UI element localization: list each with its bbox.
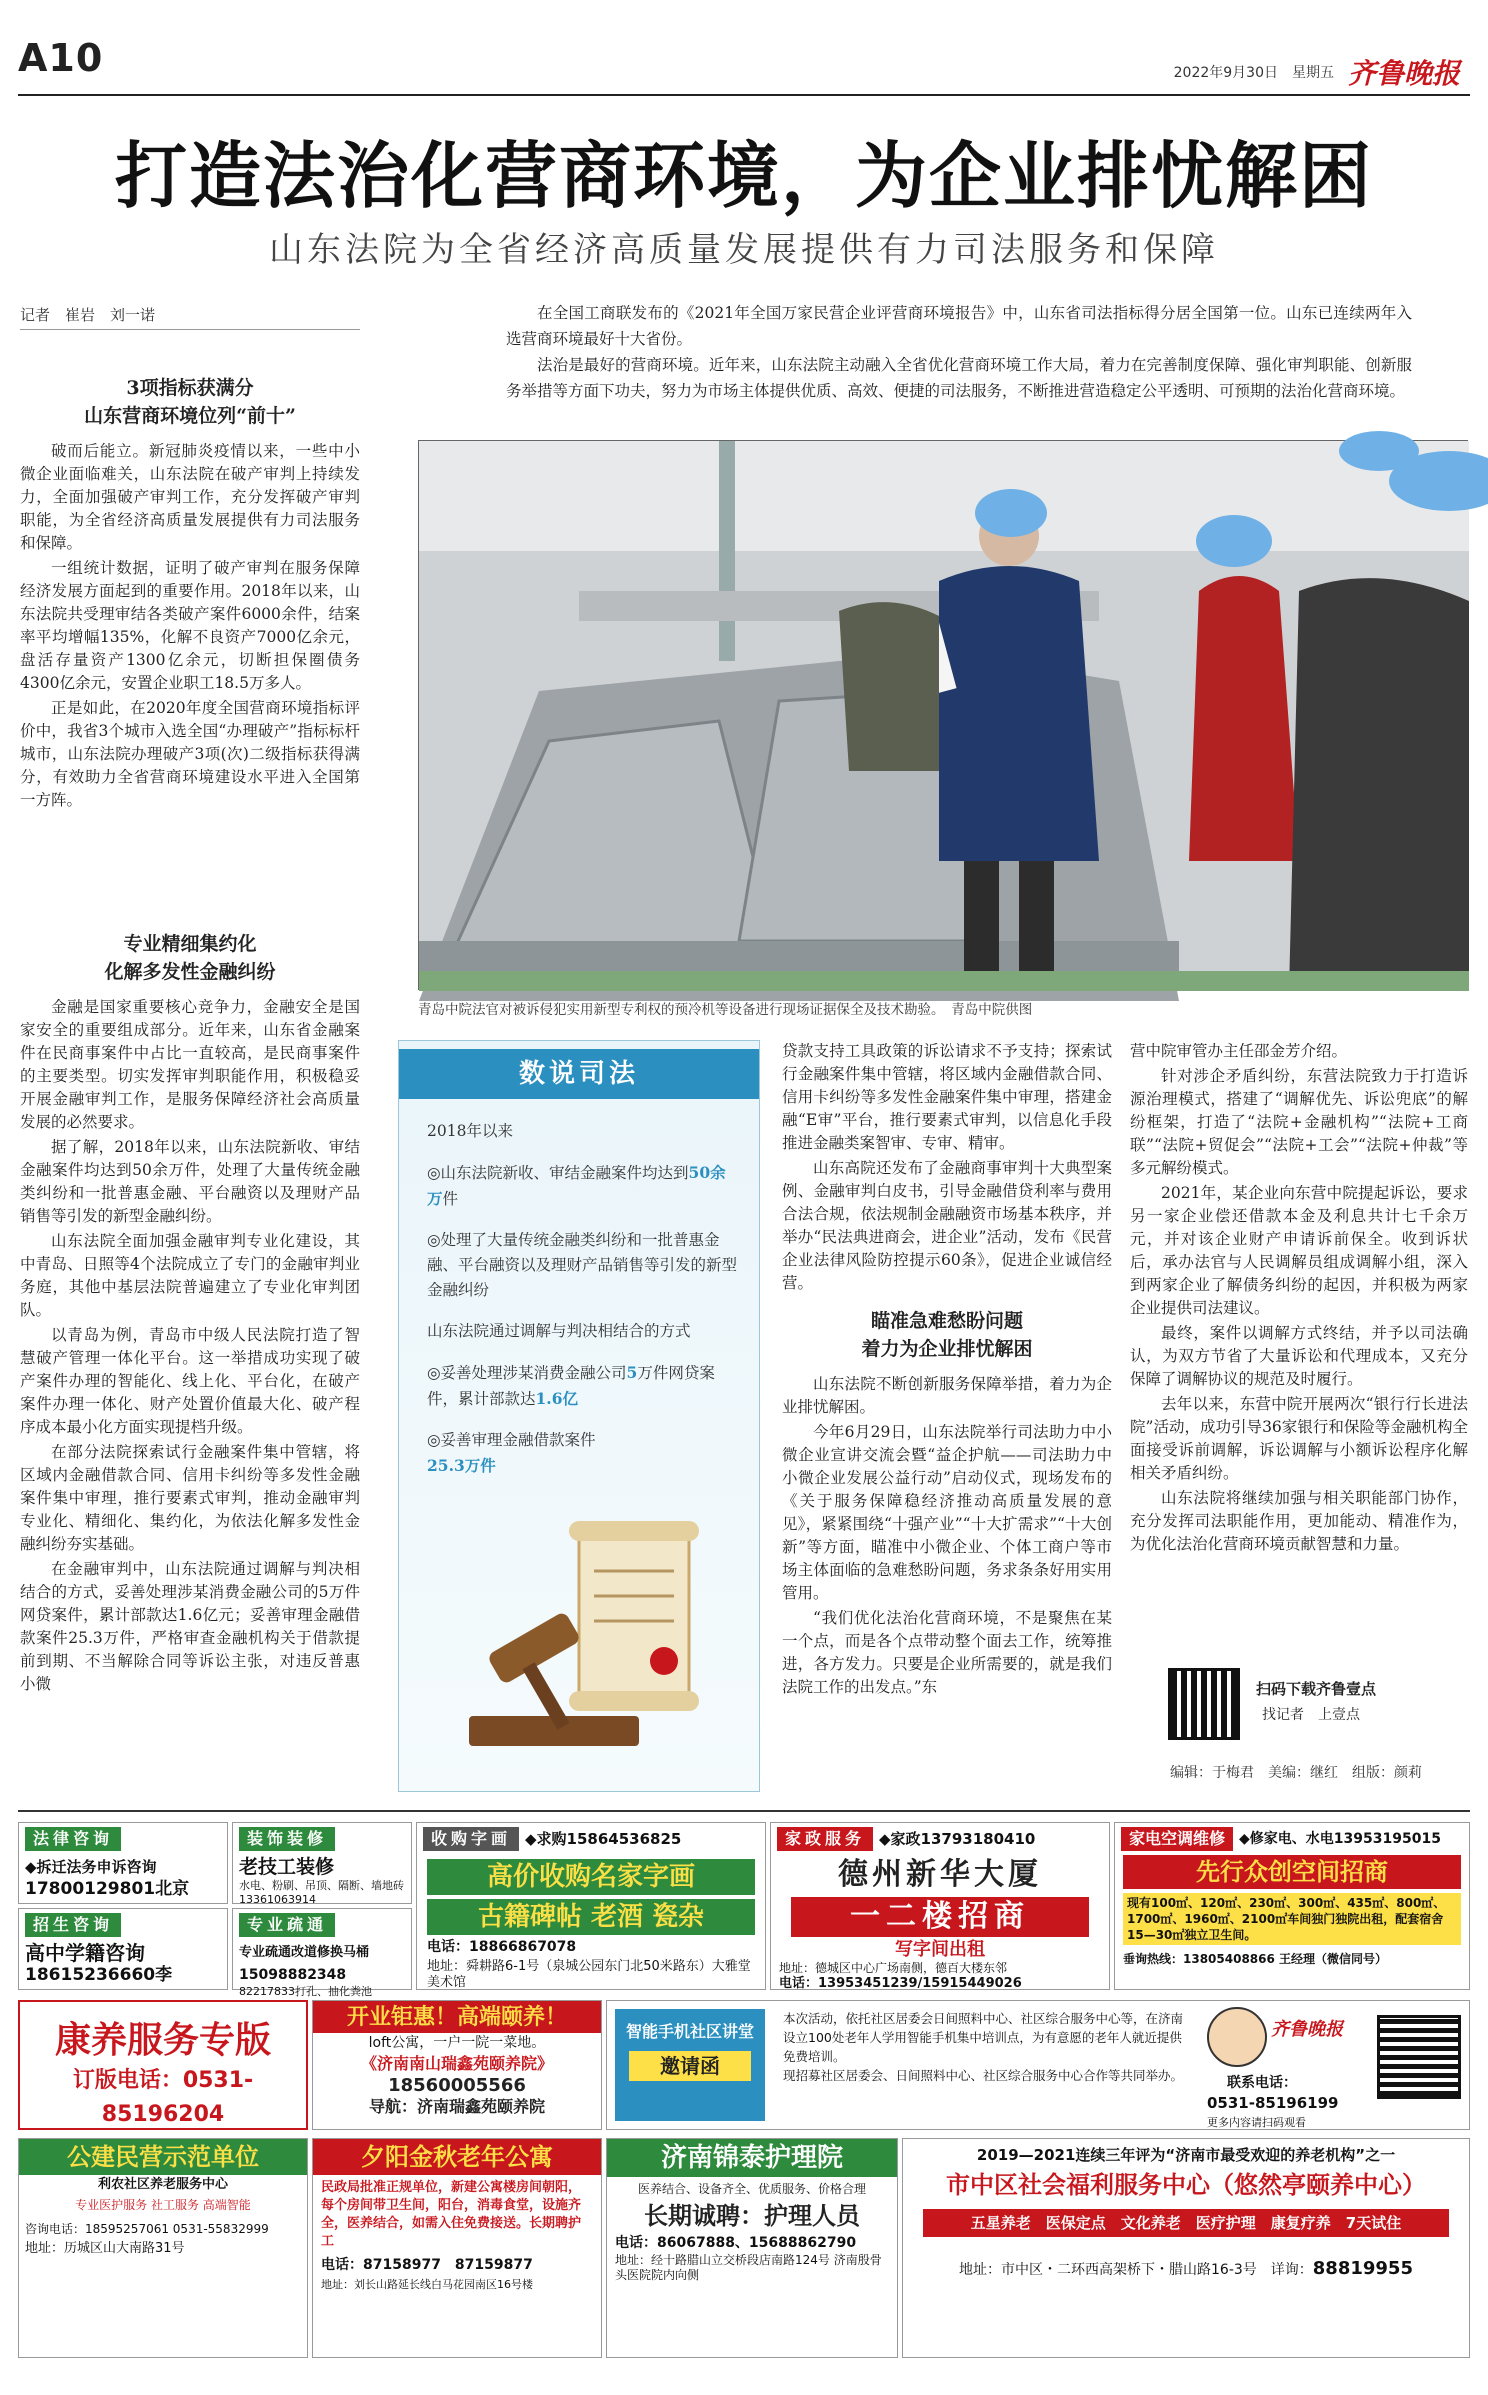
ad-decoration[interactable] bbox=[232, 1822, 412, 1904]
ad-calligraphy-buy[interactable] bbox=[416, 1822, 766, 1990]
ad-phone: 订版电话：0531-85196204 bbox=[72, 2068, 254, 2127]
stats-lead: 山东法院通过调解与判决相结合的方式 bbox=[427, 1322, 691, 1340]
ad-text: 专业医护服务 社工服务 高端智能 bbox=[75, 2198, 251, 2212]
stats-text: 万件网贷案件，累计部款达 bbox=[427, 1364, 715, 1408]
photo-caption: 青岛中院法官对被诉侵犯实用新型专利权的预冷机等设备进行现场证据保全及技术勘验。 青岛中院供图 bbox=[418, 1002, 1033, 1018]
stats-item bbox=[427, 1160, 739, 1212]
section-services bbox=[782, 1040, 1112, 1701]
ad-phone: 电话：86067888、15688862790 bbox=[615, 2235, 857, 2251]
news-photo bbox=[418, 440, 1468, 990]
ad-title: 夕阳金秋老年公寓 bbox=[313, 2139, 601, 2175]
section-title bbox=[20, 930, 360, 986]
ad-tag: 收购字画 bbox=[423, 1827, 519, 1851]
ad-tags: 五星养老 医保定点 文化养老 医疗护理 康复疗养 7天试住 bbox=[923, 2209, 1449, 2237]
paragraph: 营中院审管办主任邵金芳介绍。 bbox=[1130, 1042, 1348, 1060]
qr-code-icon[interactable] bbox=[1377, 2015, 1461, 2099]
ad-badge bbox=[615, 2009, 765, 2121]
ad-tag: 家电空调维修 bbox=[1121, 1827, 1233, 1851]
ad-text: 更多内容请扫码观看 bbox=[1207, 2116, 1306, 2129]
paragraph: 今年6月29日，山东法院举行司法助力中小微企业宣讲交流会暨“益企护航——司法助力中小微企业发展公益行动”启动仪式，现场发布的《关于服务保障稳经济推动高质量发展的意见》，紧紧围绕“十强产业”“十大扩需求”“十大创新”等方面，瞄准中小微企业、个体工商户等市场主体面临的急难愁盼问题，务求条条好用实用管用。 bbox=[782, 1423, 1112, 1602]
paragraph: 山东高院还发布了金融商事审判十大典型案例、金融审判白皮书，引导金融借贷利率与费用合法合规，依法规制金融融资市场基本秩序，并举办“民法典进商会，进企业”活动，发布《民营企业法律风险防控提示60条》，促进企业诚信经营。 bbox=[782, 1159, 1112, 1292]
ad-title: 邀请函 bbox=[629, 2051, 751, 2081]
ad-title: 公建民营示范单位 bbox=[19, 2139, 307, 2175]
ad-phone: 电话：87158977 87159877 bbox=[321, 2257, 533, 2273]
section-dongying bbox=[1130, 1040, 1468, 1558]
ad-text: loft公寓，一户一院一菜地。 bbox=[368, 2035, 546, 2051]
photo-illustration bbox=[419, 441, 1469, 991]
stats-text: 件 bbox=[442, 1190, 459, 1208]
stats-item bbox=[427, 1360, 739, 1412]
ad-text: 联系电话： bbox=[1227, 2075, 1297, 2091]
paragraph: 最终，案件以调解方式终结，并予以司法确认，为双方节省了大量诉讼和代理成本，又充分保障了调解协议的规范及时履行。 bbox=[1130, 1324, 1468, 1388]
paragraph: 贷款支持工具政策的诉讼请求不予支持；探索试行金融案件集中管辖，将区域内金融借款合同、信用卡纠纷等多发性金融案件集中审理，搭建金融“E审”平台，推行要素式审判，以信息化手段推进金融类案智审、专审、精审。 bbox=[782, 1042, 1112, 1152]
stats-text: ◎妥善审理金融借款案件 bbox=[427, 1431, 596, 1449]
ad-tag: 法律咨询 bbox=[25, 1827, 121, 1851]
paragraph: 针对涉企矛盾纠纷，东营法院致力于打造诉源治理模式，搭建了“调解优先、诉讼兜底”的解纷框架，打造了“法院+金融机构”“法院+工商联”“法院+贸促会”“法院+工会”“法院+仲裁”等多元解纷模式。 bbox=[1130, 1067, 1468, 1177]
qr-download-block bbox=[1168, 1668, 1468, 1748]
header-divider bbox=[18, 94, 1470, 96]
section-title-line: 化解多发性金融纠纷 bbox=[104, 961, 276, 983]
ad-text: 现有100㎡、120㎡、230㎡、300㎡、435㎡、800㎡、1700㎡、1960㎡、2100㎡车间独门独院出租，配套宿舍15—30㎡独立卫生间。 bbox=[1123, 1893, 1461, 1945]
paragraph: 山东法院将继续加强与相关职能部门协作，充分发挥司法职能作用，更加能动、精准作为，为优化法治化营商环境贡献智慧和力量。 bbox=[1130, 1489, 1468, 1553]
ad-phone: 18615236660李 bbox=[25, 1965, 173, 1985]
page-number: A10 bbox=[18, 36, 104, 80]
ad-title: 老技工装修 bbox=[239, 1856, 335, 1878]
article-subheadline: 山东法院为全省经济高质量发展提供有力司法服务和保障 bbox=[269, 230, 1219, 270]
ad-phone: 0531-85196199 bbox=[1207, 2094, 1339, 2112]
stats-text: ◎妥善处理涉某消费金融公司 bbox=[427, 1364, 627, 1382]
ad-text: 2019—2021连续三年评为“济南市最受欢迎的养老机构”之一 bbox=[976, 2146, 1396, 2164]
paragraph: 山东法院不断创新服务保障举措，着力为企业排忧解困。 bbox=[782, 1375, 1112, 1416]
stats-item: ◎处理了大量传统金融类纠纷和一批普惠金融、平台融资以及理财产品销售等引发的新型金融纠纷 bbox=[427, 1231, 738, 1299]
stats-highlight: 1.6亿 bbox=[535, 1389, 578, 1408]
ad-header bbox=[771, 1823, 1109, 1855]
ad-text: 本次活动，依托社区居委会日间照料中心、社区综合服务中心等，在济南设立100处老年人学用智能手机集中培训点，为有意愿的老年人就近提供免费培训。 bbox=[783, 2011, 1184, 2064]
ad-text: ◆拆迁法务申诉咨询 bbox=[25, 1858, 157, 1876]
ad-title: 高中学籍咨询 bbox=[25, 1941, 145, 1965]
ad-phone: ◆求购15864536825 bbox=[525, 1830, 682, 1848]
paragraph: “我们优化法治化营商环境，不是聚焦在某一个点，而是各个点带动整个面去工作，统筹推进，各方发力。只要是企业所需要的，就是我们法院工作的出发点。”东 bbox=[782, 1609, 1112, 1696]
ad-header bbox=[1115, 1823, 1469, 1855]
paragraph: 山东法院全面加强金融审判专业化建设，其中青岛、日照等4个法院成立了专门的金融审判业务庭，其他中基层法院普遍建立了专业化审判团队。 bbox=[20, 1232, 360, 1319]
paragraph: 以青岛为例，青岛市中级人民法院打造了智慧破产管理一体化平台。这一举措成功实现了破产案件办理的智能化、线上化、平台化，在破产案件办理一体化、财产处置价值最大化、破产程序成本最小化方面实现提档升级。 bbox=[20, 1326, 360, 1436]
paragraph: 破而后能立。新冠肺炎疫情以来，一些中小微企业面临难关，山东法院在破产审判上持续发力，全面加强破产审判工作，充分发挥破产审判职能，为全省经济高质量发展提供有力司法服务和保障。 bbox=[20, 442, 360, 552]
ad-title: 高价收购名家字画 bbox=[427, 1859, 755, 1895]
stats-year: 2018年以来 bbox=[427, 1122, 513, 1140]
issue-date: 2022年9月30日 bbox=[1173, 65, 1278, 81]
ad-smartphone-class[interactable] bbox=[606, 2000, 1470, 2130]
stats-highlight: 50余万 bbox=[427, 1163, 726, 1208]
editor-credits: 编辑：于梅君 美编：继红 组版：颜莉 bbox=[1170, 1765, 1422, 1781]
section-title-line: 瞄准急难愁盼问题 bbox=[870, 1310, 1023, 1332]
ad-subtitle: 写字间出租 bbox=[895, 1939, 985, 1960]
cartoon-face-icon bbox=[1207, 2007, 1267, 2067]
section-title bbox=[782, 1307, 1112, 1363]
intro-paragraph: 法治是最好的营商环境。近年来，山东法院主动融入全省优化营商环境工作大局，着力在完善制度保障、强化审判职能、创新服务举措等方面下功夫，努力为市场主体提供优质、高效、便捷的司法服务，不断推进营造稳定公平透明、可预期的法治化营商环境。 bbox=[506, 356, 1412, 400]
qr-code-icon[interactable] bbox=[1168, 1668, 1240, 1740]
paragraph: 据了解，2018年以来，山东法院新收、审结金融案件均达到50余万件，处理了大量传统金融类纠纷和一批普惠金融、平台融资以及理财产品销售等引发的新型金融纠纷。 bbox=[20, 1138, 360, 1225]
ad-ruixin-yiyang[interactable] bbox=[312, 2000, 602, 2130]
ad-subtitle: 利农社区养老服务中心 bbox=[97, 2177, 228, 2192]
ad-plumbing[interactable] bbox=[232, 1908, 412, 1998]
ad-title: 德州新华大厦 bbox=[838, 1857, 1042, 1892]
ad-header bbox=[417, 1823, 765, 1855]
section-title-line: 山东营商环境位列“前十” bbox=[84, 405, 296, 427]
ad-subtitle: 一二楼招商 bbox=[791, 1897, 1089, 1937]
qr-label: 扫码下载齐鲁壹点 bbox=[1256, 1680, 1377, 1698]
ad-text: 水电、粉刷、吊顶、隔断、墙地砖13361063914 bbox=[239, 1879, 404, 1906]
stats-item bbox=[427, 1428, 739, 1479]
stats-title: 数说司法 bbox=[399, 1049, 759, 1099]
ad-xianxing[interactable] bbox=[1114, 1822, 1470, 1990]
ad-enrollment[interactable] bbox=[18, 1908, 228, 1990]
reporter-byline: 记者 崔岩 刘一诺 bbox=[20, 304, 360, 330]
ad-job: 长期诚聘：护理人员 bbox=[644, 2202, 860, 2230]
ad-title: 智能手机社区讲堂 bbox=[625, 2022, 754, 2041]
stats-body bbox=[427, 1119, 739, 1495]
qr-label: 找记者 上壹点 bbox=[1262, 1707, 1360, 1723]
ad-phone: 82217833打孔、抽化粪池 bbox=[239, 1985, 372, 1998]
ad-tag: 装饰装修 bbox=[239, 1827, 335, 1851]
ad-phone: 88819955 bbox=[1312, 2258, 1413, 2279]
ad-phone: 17800129801北京 bbox=[25, 1879, 190, 1899]
section-finance bbox=[20, 918, 360, 1698]
ad-text: 导航：济南瑞鑫苑颐养院 bbox=[368, 2097, 545, 2116]
ad-phone: 15098882348 bbox=[239, 1967, 347, 1983]
stats-text: ◎山东法院新收、审结金融案件均达到 bbox=[427, 1164, 689, 1182]
ad-gongjian-minying[interactable] bbox=[18, 2138, 308, 2358]
ad-address-line bbox=[903, 2241, 1469, 2280]
ad-xiyang-jinqiu[interactable] bbox=[312, 2138, 602, 2358]
ad-tag: 招生咨询 bbox=[25, 1913, 121, 1937]
ad-title: 古籍碑帖 老酒 瓷杂 bbox=[427, 1899, 755, 1935]
ad-kangyang-special[interactable] bbox=[18, 2000, 308, 2130]
ad-title: 康养服务专版 bbox=[54, 2019, 271, 2061]
issue-weekday: 星期五 bbox=[1291, 65, 1334, 81]
ad-address: 地址：经十路腊山立交桥段店南路124号 济南殷骨头医院院内向侧 bbox=[615, 2253, 882, 2282]
ad-phone: ◆家政13793180410 bbox=[879, 1830, 1036, 1848]
ad-title: 专业疏通改道修换马桶 bbox=[239, 1945, 370, 1960]
ad-shizhong-welfare[interactable] bbox=[902, 2138, 1470, 2358]
ad-phone: 电话：18866867078 bbox=[427, 1939, 577, 1955]
gavel-scroll-illustration bbox=[469, 1511, 709, 1771]
stats-sidebar bbox=[398, 1040, 760, 1792]
ad-address: 地址：市中区・二环西高架桥下・腊山路16-3号 详询： bbox=[959, 2262, 1313, 2278]
ad-title: 市中区社会福利服务中心（悠然亭颐养中心） bbox=[946, 2170, 1426, 2199]
ad-phone: ◆修家电、水电13953195015 bbox=[1239, 1831, 1441, 1847]
ad-text: 医养结合、设备齐全、优质服务、价格合理 bbox=[637, 2182, 866, 2196]
ad-phone: 电话：13953451239/15915449026 bbox=[779, 1976, 1022, 1991]
paragraph: 2021年，某企业向东营中院提起诉讼，要求另一家企业偿还借款本金及利息共计七千余万元，并对该企业财产申请诉前保全。收到诉状后，承办法官与人民调解员组成调解小组，深入到两家企业了解债务纠纷的起因，并积极为两家企业提供司法建议。 bbox=[1130, 1184, 1468, 1317]
ad-text: 民政局批准正规单位，新建公寓楼房间朝阳，每个房间带卫生间，阳台，消毒食堂，设施齐全，医养结合，如需入住免费接送。长期聘护工 bbox=[321, 2180, 582, 2249]
ad-title: 《济南南山瑞鑫苑颐养院》 bbox=[360, 2054, 553, 2073]
ad-address: 地址：历城区山大南路31号 bbox=[25, 2241, 185, 2256]
ad-title: 先行众创空间招商 bbox=[1123, 1855, 1461, 1889]
paragraph: 去年以来，东营中院开展两次“银行行长进法院”活动，成功引导36家银行和保险等金融机构全面接受诉前调解，诉讼调解与小额诉讼程序化解相关矛盾纠纷。 bbox=[1130, 1395, 1468, 1482]
paragraph: 一组统计数据，证明了破产审判在服务保障经济发展方面起到的重要作用。2018年以来，山东法院共受理审结各类破产案件6000余件，结案率平均增幅135%，化解不良资产7000亿余元，盘活存量资产1300亿余元，切断担保圈债务4300亿余元，安置企业职工18.5万多人。 bbox=[20, 559, 360, 692]
ad-jintai-nursing[interactable] bbox=[606, 2138, 898, 2358]
paragraph: 在金融审判中，山东法院通过调解与判决相结合的方式，妥善处理涉某消费金融公司的5万件网贷案件，累计部款达1.6亿元；妥善审理金融借款案件25.3万件，严格审查金融机构关于借款提前到期、不当解除合同等诉讼主张，对违反普惠小微 bbox=[20, 1560, 360, 1693]
ad-phone: 咨询电话：18595257061 0531-55832999 bbox=[25, 2222, 269, 2236]
stats-highlight: 25.3万件 bbox=[427, 1456, 496, 1475]
article-headline: 打造法治化营商环境，为企业排忧解困 bbox=[114, 133, 1373, 218]
ad-address: 地址：刘长山路延长线白马花园南区16号楼 bbox=[321, 2278, 533, 2291]
masthead-meta bbox=[1174, 52, 1460, 92]
ad-address: 地址：德城区中心广场南侧，德百大楼东邻 bbox=[779, 1961, 1008, 1975]
ad-phone: 垂询热线：13805408866 王经理（微信同号） bbox=[1123, 1952, 1388, 1966]
stats-highlight: 5 bbox=[626, 1363, 638, 1382]
ad-body bbox=[783, 2009, 1193, 2085]
article-intro bbox=[506, 300, 1412, 404]
section-title-line: 3项指标获满分 bbox=[126, 377, 254, 399]
intro-paragraph: 在全国工商联发布的《2021年全国万家民营企业评营商环境报告》中，山东省司法指标得分居全国第一位。山东已连续两年入选营商环境最好十大省份。 bbox=[506, 304, 1412, 348]
paragraph: 在部分法院探索试行金融案件集中管辖，将区域内金融借款合同、信用卡纠纷等多发性金融案件集中审理，推行要素式审判，推动金融审判专业化、精细化、集约化，为依法化解多发性金融纠纷夯实基础。 bbox=[20, 1443, 360, 1553]
section-title-line: 专业精细集约化 bbox=[123, 933, 257, 955]
newspaper-brand-logo: 齐鲁晚报 bbox=[1271, 2019, 1343, 2040]
ad-address: 地址：舜耕路6-1号（泉城公园东门北50米路东）大雅堂美术馆 bbox=[427, 1959, 751, 1990]
ad-dezhou-xinhua[interactable] bbox=[770, 1822, 1110, 1990]
newspaper-brand-logo: 齐鲁晚报 bbox=[1347, 57, 1460, 90]
ad-title: 开业钜惠！高端颐养！ bbox=[313, 2001, 601, 2033]
section-bankruptcy bbox=[20, 362, 360, 814]
ad-tag: 专业疏通 bbox=[239, 1913, 335, 1937]
section-title bbox=[20, 374, 360, 430]
ad-phone: 18560005566 bbox=[388, 2075, 526, 2096]
ad-legal[interactable] bbox=[18, 1822, 228, 1904]
ad-divider bbox=[18, 1810, 1470, 1812]
paragraph: 正是如此，在2020年度全国营商环境指标评价中，我省3个城市入选全国“办理破产”指标标杆城市，山东法院办理破产3项(次)二级指标获得满分，有效助力全省营商环境建设水平进入全国第一方阵。 bbox=[20, 699, 360, 809]
section-title-line: 着力为企业排忧解困 bbox=[861, 1338, 1033, 1360]
ad-title: 济南锦泰护理院 bbox=[607, 2139, 897, 2177]
ad-tag: 家政服务 bbox=[777, 1827, 873, 1851]
paragraph: 金融是国家重要核心竞争力，金融安全是国家安全的重要组成部分。近年来，山东省金融案件在民商事案件中占比一直较高，是民商事案件的主要类型。切实发挥审判职能作用，积极稳妥开展金融审判工作，是服务保障经济社会高质量发展的必然要求。 bbox=[20, 998, 360, 1131]
ad-text: 现招募社区居委会、日间照料中心、社区综合服务中心合作等共同举办。 bbox=[783, 2068, 1184, 2083]
